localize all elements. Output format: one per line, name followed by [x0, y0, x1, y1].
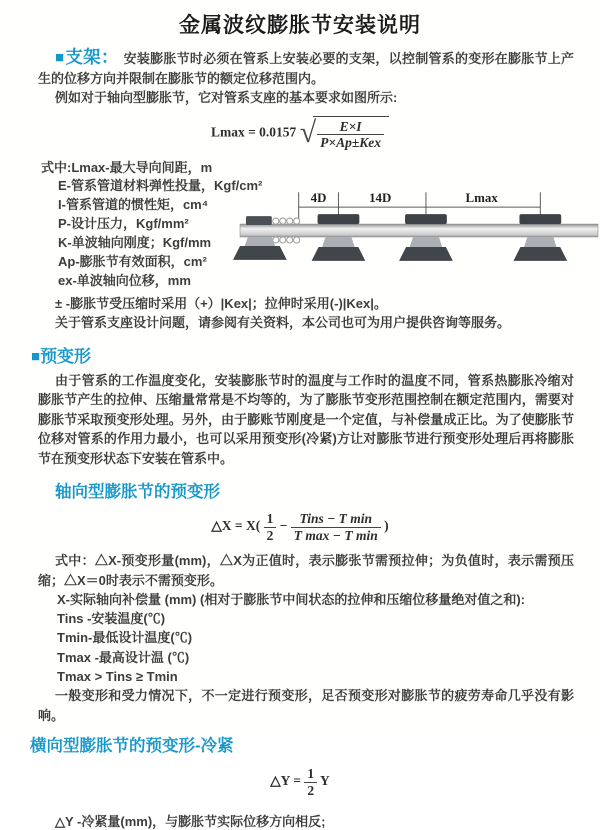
axial-note-tmax: Tmax -最高设计温 (℃)	[57, 649, 190, 665]
definition-line: E-管系管道材料弹性投量，Kgf/cm²	[58, 178, 263, 194]
minus-sign: −	[279, 518, 288, 534]
axial-note-main: 式中：△X-预变形量(mm)，△X为正值时，表示膨张节需预拉伸；为负值时，表示需预压缩；△X＝0时表示不需预变形。	[38, 553, 574, 588]
plusminus-note: ± -膨胀节受压缩时采用（+）|Kex|；拉伸时采用(-)|Kex|。	[55, 295, 387, 311]
section-marker-icon: ■	[31, 347, 41, 365]
half-denominator: 2	[266, 527, 274, 543]
lmax-formula-denominator: P×Ap±Kex	[320, 135, 382, 151]
section-marker-icon: ■	[55, 49, 65, 66]
half-numerator: 1	[304, 766, 317, 783]
axial-formula-lhs: △X = X(	[211, 518, 261, 534]
consult-note: 关于管系支座设计问题，请参阅有关资料，本公司也可为用户提供咨询等服务。	[55, 315, 511, 331]
pipe-support	[399, 214, 453, 261]
support-intro-text: 安装膨胀节时必须在管系上安装必要的支架，以控制管系的变形在膨胀节上产生的位移方向并限制在膨胀节的额定位移范围内。	[38, 51, 574, 86]
half-numerator: 1	[264, 511, 277, 528]
lmax-formula	[0, 116, 600, 151]
pipe-support	[312, 214, 366, 261]
lateral-formula-lhs: △Y =	[270, 773, 301, 789]
definition-line: ex-单波轴向位移，mm	[58, 272, 191, 288]
dimension-label-4d: 4D	[310, 189, 327, 205]
predeform-paragraph: 由于管系的工作温度变化，安装膨胀节时的温度与工作时的温度不同，管系热膨胀冷缩对膨胀节产生的拉伸、压缩量常常是不均等的，为了膨胀节变形范围控制在额定范围内，需要对膨胀节采取预变形处理。另外，由于膨账节刚度是一个定值，与补偿量成正比。为了使膨胀节位移对管系的作用力最小，也可以采用预变形(冷紧)方让对膨胀节进行预变形处理后再将膨胀节在预变形状态下安装在管系中。	[38, 372, 574, 466]
sqrt-icon: √	[299, 116, 317, 150]
pipe-support	[513, 214, 567, 261]
axial-formula-denominator: T max − T min	[293, 527, 378, 543]
definition-line: Ap-膨胀节有效面积，cm²	[58, 254, 207, 270]
support-section-label: 支架：	[65, 47, 119, 67]
definition-line: K-单波轴向刚度；Kgf/mm	[58, 235, 212, 251]
dimension-label-14d: 14D	[369, 189, 392, 205]
support-section-paragraph	[38, 48, 574, 88]
lmax-formula-lhs: Lmax = 0.0157	[210, 124, 297, 140]
lateral-formula-rhs: Y	[319, 773, 330, 789]
axial-formula-rhs: )	[384, 518, 389, 534]
definitions-and-diagram	[0, 159, 600, 292]
definition-line: P-设计压力，Kgf/mm²	[58, 216, 189, 232]
axial-subheading: 轴向型膨胀节的预变形	[55, 483, 220, 502]
lmax-formula-numerator: E×I	[317, 119, 384, 136]
definition-line: 式中:Lmax-最大导向间距，m	[41, 159, 213, 175]
definition-line: I-管系管道的惯性矩，cm⁴	[58, 197, 209, 213]
axial-note-tins: Tins -安装温度(℃)	[57, 611, 166, 627]
page-title: 金属波纹膨胀节安装说明	[179, 14, 421, 37]
axial-note-tmin: Tmin-最低设计温度(℃)	[57, 630, 193, 646]
lateral-formula	[0, 766, 600, 798]
axial-formula	[0, 511, 600, 543]
axial-note-general: 一般变形和受力情况下，不一定进行预变形，足否预变形对膨胀节的疲劳寿命几乎没有影响。	[38, 688, 574, 723]
pipe-support-diagram	[240, 186, 598, 286]
pipe	[240, 224, 598, 237]
dimension-label-lmax: Lmax	[465, 189, 498, 205]
lateral-subheading: 横向型膨胀节的预变形-冷紧	[30, 737, 234, 756]
axial-note-x: X-实际轴向补偿量 (mm) (相对于膨胀节中间状态的拉伸和压缩位移量绝对值之和):	[57, 592, 525, 608]
support-example-text: 例如对于轴向型膨胀节，它对管系支座的基本要求如图所示:	[55, 90, 398, 105]
axial-note-order: Tmax > Tins ≥ Tmin	[57, 668, 178, 684]
predeform-section-heading	[31, 342, 600, 367]
predeform-section-label: 预变形	[40, 346, 92, 366]
axial-formula-numerator: Tins − T min	[291, 511, 381, 528]
half-denominator: 2	[307, 782, 315, 798]
lateral-note: △Y -冷紧量(mm)，与膨胀节实际位移方向相反;	[55, 814, 326, 830]
